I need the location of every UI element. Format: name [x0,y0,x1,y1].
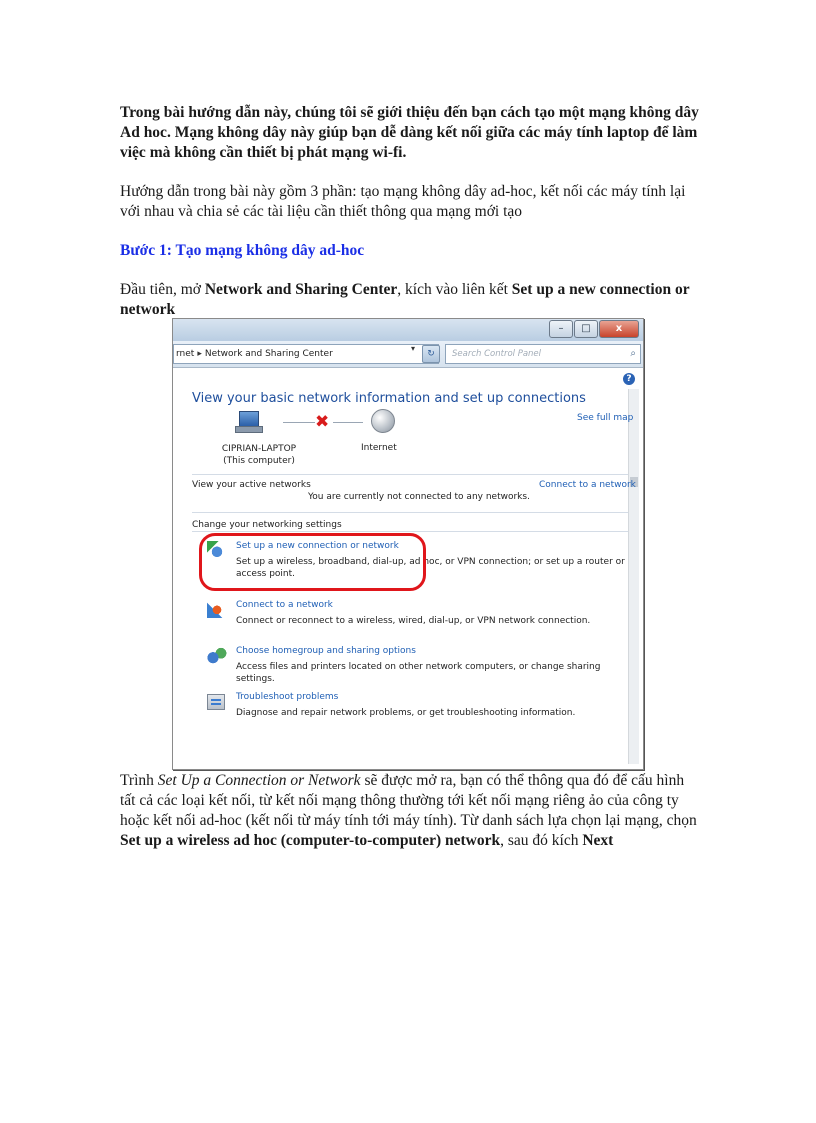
troubleshoot-icon [207,694,225,710]
after-text-d: Set up a wireless ad hoc (computer-to-computer) network [120,832,501,849]
refresh-icon[interactable]: ↻ [422,345,440,363]
close-icon[interactable]: x [599,320,639,338]
connect-to-network-link[interactable]: Connect to a network [539,480,636,490]
highlight-oval [199,533,426,591]
connect-network-icon [207,600,227,618]
after-paragraph [120,771,700,851]
connection-line [283,422,315,423]
divider [192,474,628,475]
homegroup-icon [207,646,227,664]
task-link[interactable]: Choose homegroup and sharing options [236,646,416,656]
not-connected-text: You are currently not connected to any networks. [308,492,530,502]
task-description: Diagnose and repair network problems, or get troubleshooting information. [236,708,576,718]
address-part-2[interactable]: Network and Sharing Center [204,349,333,359]
search-icon[interactable]: ⌕ [630,348,636,359]
minimize-icon[interactable]: – [549,320,573,338]
computer-sub: (This computer) [223,456,295,466]
task-link[interactable]: Set up a new connection or network [236,541,399,551]
address-part-1: rnet [176,349,195,359]
after-text-b: Set Up a Connection or Network [157,772,361,789]
divider [192,531,628,532]
step1-paragraph [120,280,700,320]
computer-icon [239,411,259,427]
search-input[interactable] [445,344,641,364]
internet-label: Internet [361,443,397,453]
after-text-e: , sau đó kích [500,832,583,849]
task-description: Access files and printers located on other network computers, or change sharing settings. [236,662,601,684]
step1-text-d: Set up a new connection or network [120,281,690,318]
connection-line [333,422,363,423]
network-sharing-screenshot [172,318,644,770]
search-placeholder: Search Control Panel [452,349,542,359]
page-heading: View your basic network information and set up connections [192,391,586,406]
step1-title: Bước 1: Tạo mạng không dây ad-hoc [120,242,365,259]
after-text-c: sẽ được mở ra, bạn có thể thông qua đó để cấu hình tất cả các loại kết nối, từ kết nối mạng thông thường tới kết nối mạng riêng ảo của công ty hoặc kết nối ad-hoc (kết nối từ máy tính tới máy tính). Từ danh sách lựa chọn lại mạng, chọn [120,772,697,829]
computer-label [218,443,300,467]
help-icon[interactable]: ? [623,373,635,385]
active-networks-label: View your active networks [192,480,311,490]
step1-text-b: Network and Sharing Center [204,281,398,298]
maximize-icon[interactable]: □ [574,320,598,338]
disconnected-x-icon: ✖ [315,412,330,432]
window-titlebar [173,319,643,341]
address-dropdown-icon[interactable]: ▾ [411,344,416,353]
task-link[interactable]: Connect to a network [236,600,333,610]
after-text-f: Next [582,832,614,849]
internet-globe-icon [371,409,395,433]
task-link[interactable]: Troubleshoot problems [236,692,339,702]
overview-paragraph: Hướng dẫn trong bài này gồm 3 phần: tạo mạng không dây ad-hoc, kết nối các máy tính lại với nhau và chia sẻ các tài liệu cần thiết thông qua mạng mới tạo [120,183,686,220]
task-description: Connect or reconnect to a wireless, wired, dial-up, or VPN network connection. [236,616,591,626]
see-full-map-link[interactable]: See full map [577,413,634,423]
divider [192,512,628,513]
computer-name: CIPRIAN-LAPTOP [221,444,297,454]
step1-text-a: Đầu tiên, mở [120,281,205,298]
intro-paragraph: Trong bài hướng dẫn này, chúng tôi sẽ giới thiệu đến bạn cách tạo một mạng không dây Ad hoc. Mạng không dây này giúp bạn dễ dàng kết nối giữa các máy tính laptop để làm việc mà không cần thiết bị phát mạng wi-fi. [120,104,699,161]
address-bar [173,341,643,368]
after-text-a: Trình [120,772,158,789]
step1-text-c: , kích vào liên kết [397,281,512,298]
task-description: Set up a wireless, broadband, dial-up, ad hoc, or VPN connection; or set up a router or access point. [236,557,625,579]
breadcrumb-arrow-icon: ▸ [197,349,202,359]
address-field[interactable] [173,344,439,364]
change-settings-label: Change your networking settings [192,520,342,530]
